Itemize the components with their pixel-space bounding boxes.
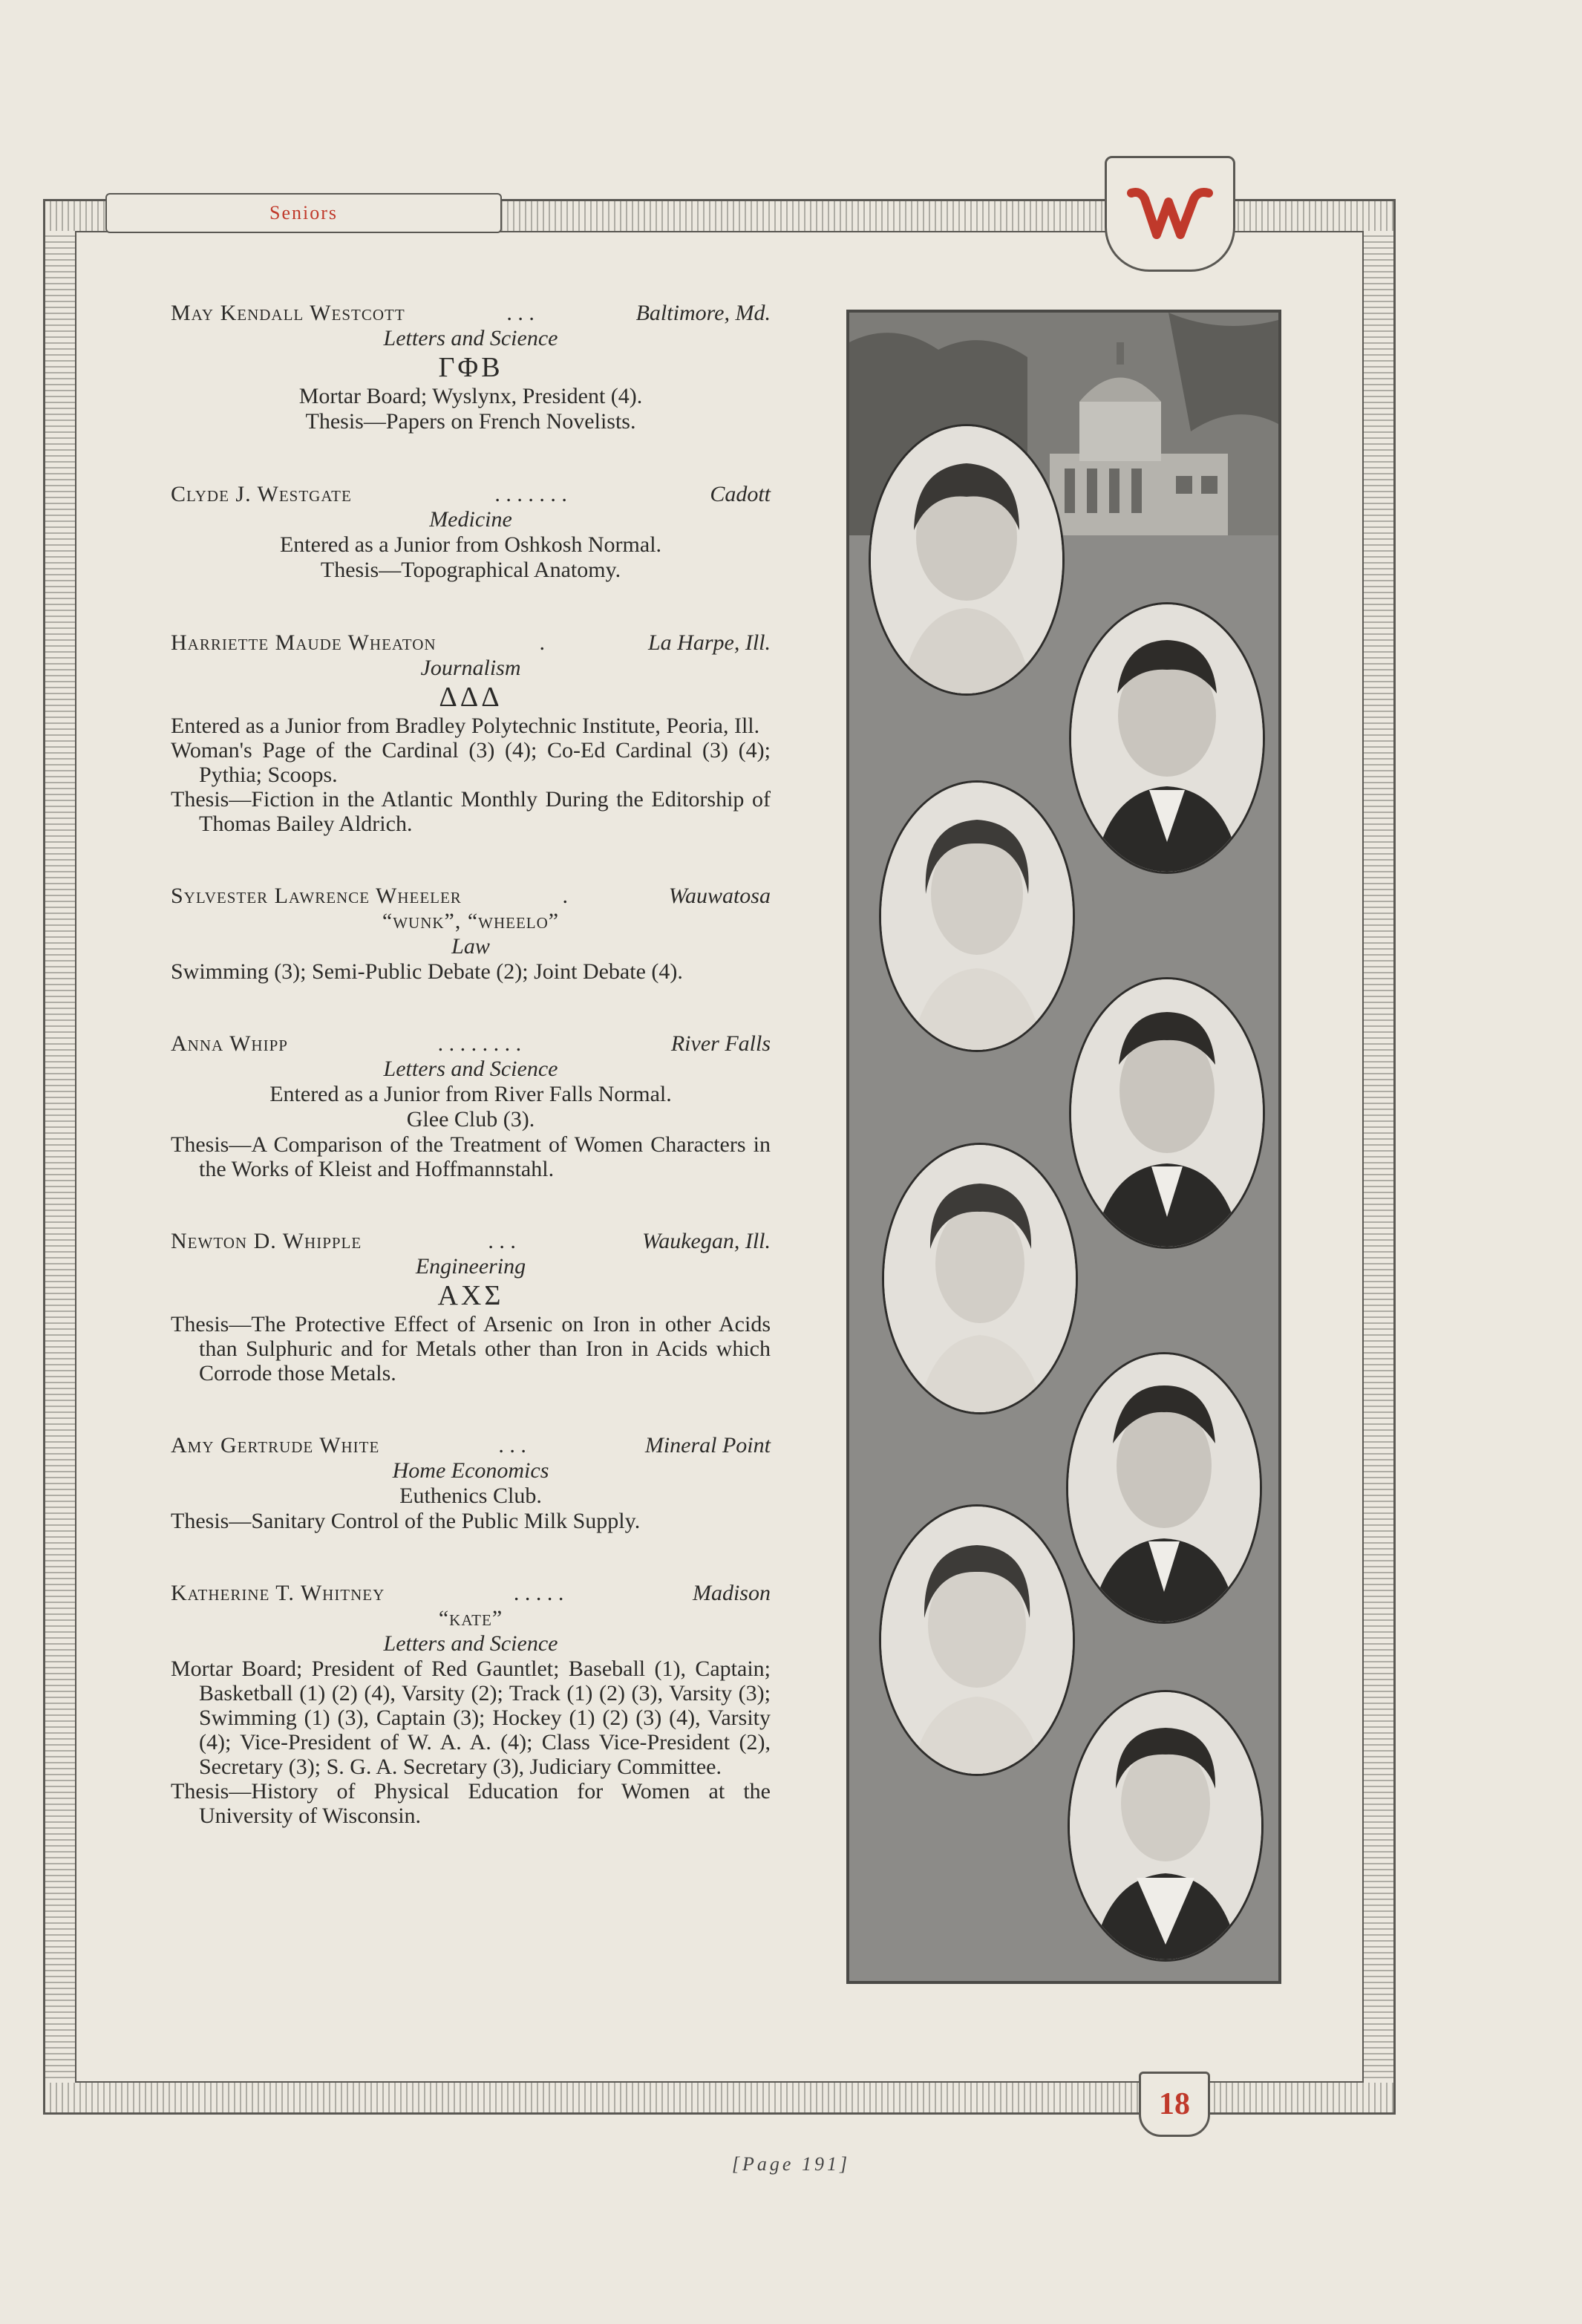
portrait-photo <box>882 1143 1078 1414</box>
yearbook-year-badge: 18 <box>1139 2072 1210 2137</box>
fraternity-letters: ΓΦΒ <box>438 352 503 383</box>
senior-course: Home Economics <box>392 1458 549 1483</box>
activity-line: Entered as a Junior from Oshkosh Normal. <box>279 532 662 557</box>
senior-course: Letters and Science <box>383 326 558 350</box>
thesis-line: Thesis—Papers on French Novelists. <box>305 409 636 434</box>
senior-hometown: Waukegan, Ill. <box>641 1229 771 1253</box>
senior-course: Letters and Science <box>383 1631 558 1656</box>
portrait-man-2 <box>1071 979 1263 1247</box>
w-monogram-icon <box>1125 177 1215 251</box>
senior-name: Sylvester Lawrence Wheeler <box>171 884 462 908</box>
senior-name: May Kendall Westcott <box>171 301 405 325</box>
portrait-photo <box>879 780 1075 1052</box>
senior-nickname: “kate” <box>438 1606 503 1631</box>
senior-name: Katherine T. Whitney <box>171 1581 385 1605</box>
portrait-woman-2 <box>881 783 1073 1050</box>
senior-hometown: La Harpe, Ill. <box>648 630 771 655</box>
border-band-left <box>45 231 75 2083</box>
portrait-woman-3 <box>884 1145 1076 1412</box>
dot-leader: . . . . . . . <box>494 482 567 506</box>
thesis-line: Thesis—Topographical Anatomy. <box>320 558 621 582</box>
senior-hometown: Wauwatosa <box>668 884 771 908</box>
activity-line: Entered as a Junior from River Falls Normal. <box>269 1082 672 1106</box>
fraternity-letters: ΑΧΣ <box>437 1280 504 1311</box>
activity-paragraph: Woman's Page of the Cardinal (3) (4); Co-Ed Cardinal (3) (4); Pythia; Scoops. <box>171 738 771 787</box>
senior-hometown: Madison <box>692 1581 771 1605</box>
senior-nickname: “wunk”, “wheelo” <box>382 909 560 933</box>
thesis-paragraph: Thesis—Fiction in the Atlantic Monthly During the Editorship of Thomas Bailey Aldrich. <box>171 787 771 836</box>
activity-paragraph: Entered as a Junior from Bradley Polytechnic Institute, Peoria, Ill. <box>171 714 760 738</box>
senior-name: Amy Gertrude White <box>171 1433 380 1458</box>
portrait-panel <box>846 310 1281 1984</box>
senior-name: Anna Whipp <box>171 1031 288 1056</box>
dot-leader: . . . . . . . . <box>437 1031 522 1056</box>
thesis-paragraph: Thesis—The Protective Effect of Arsenic on Iron in other Acids than Sulphuric and for Metals other than Iron in Acids which Corrode those Metals. <box>171 1312 771 1385</box>
activity-line: Mortar Board; Wyslynx, President (4). <box>298 384 643 408</box>
senior-hometown: Cadott <box>710 482 771 506</box>
senior-entry <box>171 482 771 583</box>
dot-leader: . . . <box>498 1433 526 1458</box>
portrait-woman-1 <box>871 426 1062 693</box>
thesis-paragraph: Thesis—A Comparison of the Treatment of Women Characters in the Works of Kleist and Hoffmannstahl. <box>171 1132 771 1181</box>
thesis-paragraph: Thesis—Sanitary Control of the Public Milk Supply. <box>171 1509 641 1533</box>
portrait-photo <box>1069 977 1265 1249</box>
dot-leader: . <box>562 884 569 908</box>
senior-name: Newton D. Whipple <box>171 1229 362 1253</box>
dot-leader: . <box>539 630 546 655</box>
portrait-man-1 <box>1071 604 1263 872</box>
senior-entry <box>171 1031 771 1181</box>
senior-entry <box>171 1433 771 1533</box>
wisconsin-crest-logo <box>1105 156 1235 272</box>
portrait-photo <box>879 1504 1075 1776</box>
portrait-man-3 <box>1068 1354 1260 1622</box>
dot-leader: . . . <box>488 1229 516 1253</box>
activity-line: Euthenics Club. <box>399 1483 542 1508</box>
senior-hometown: Baltimore, Md. <box>635 301 771 325</box>
border-band-right <box>1364 231 1393 2083</box>
section-label: Seniors <box>105 193 502 233</box>
page-number: [Page 191] <box>731 2153 851 2175</box>
senior-course: Letters and Science <box>383 1057 558 1081</box>
portrait-photo <box>1069 602 1265 874</box>
dot-leader: . . . . . <box>513 1581 564 1605</box>
senior-course: Medicine <box>429 507 512 532</box>
senior-entry <box>171 630 771 836</box>
senior-name: Harriette Maude Wheaton <box>171 630 437 655</box>
senior-entry <box>171 1581 771 1828</box>
senior-course: Engineering <box>415 1254 526 1279</box>
senior-entry <box>171 884 771 984</box>
portrait-woman-5 <box>1070 1692 1261 1959</box>
senior-name: Clyde J. Westgate <box>171 482 352 506</box>
portrait-photo <box>1068 1690 1264 1962</box>
senior-entries-column <box>171 301 771 1876</box>
portrait-woman-4 <box>881 1507 1073 1774</box>
dot-leader: . . . <box>506 301 535 325</box>
senior-entry <box>171 1229 771 1385</box>
senior-course: Law <box>451 934 490 959</box>
senior-hometown: Mineral Point <box>644 1433 771 1458</box>
senior-hometown: River Falls <box>670 1031 771 1056</box>
portrait-photo <box>1066 1352 1262 1624</box>
activity-paragraph: Mortar Board; President of Red Gauntlet; Baseball (1), Captain; Basketball (1) (2) (4), Varsity (2); Track (1) (2) (3), Varsity (3); Swimming (1) (3), Captain (3); Hockey (1) (2) (3) (4), Varsity (4); Vice-President of W. A. A. (4); Class Vice-President (2), Secretary (3); S. G. A. Secretary (3), Judiciary Committee. <box>171 1656 771 1779</box>
senior-course: Journalism <box>420 656 521 680</box>
portrait-photo <box>869 424 1065 696</box>
thesis-paragraph: Thesis—History of Physical Education for Women at the University of Wisconsin. <box>171 1779 771 1828</box>
activity-line: Glee Club (3). <box>406 1107 535 1132</box>
fraternity-letters: ΔΔΔ <box>439 682 503 713</box>
activity-paragraph: Swimming (3); Semi-Public Debate (2); Joint Debate (4). <box>171 959 683 984</box>
senior-entry <box>171 301 771 434</box>
